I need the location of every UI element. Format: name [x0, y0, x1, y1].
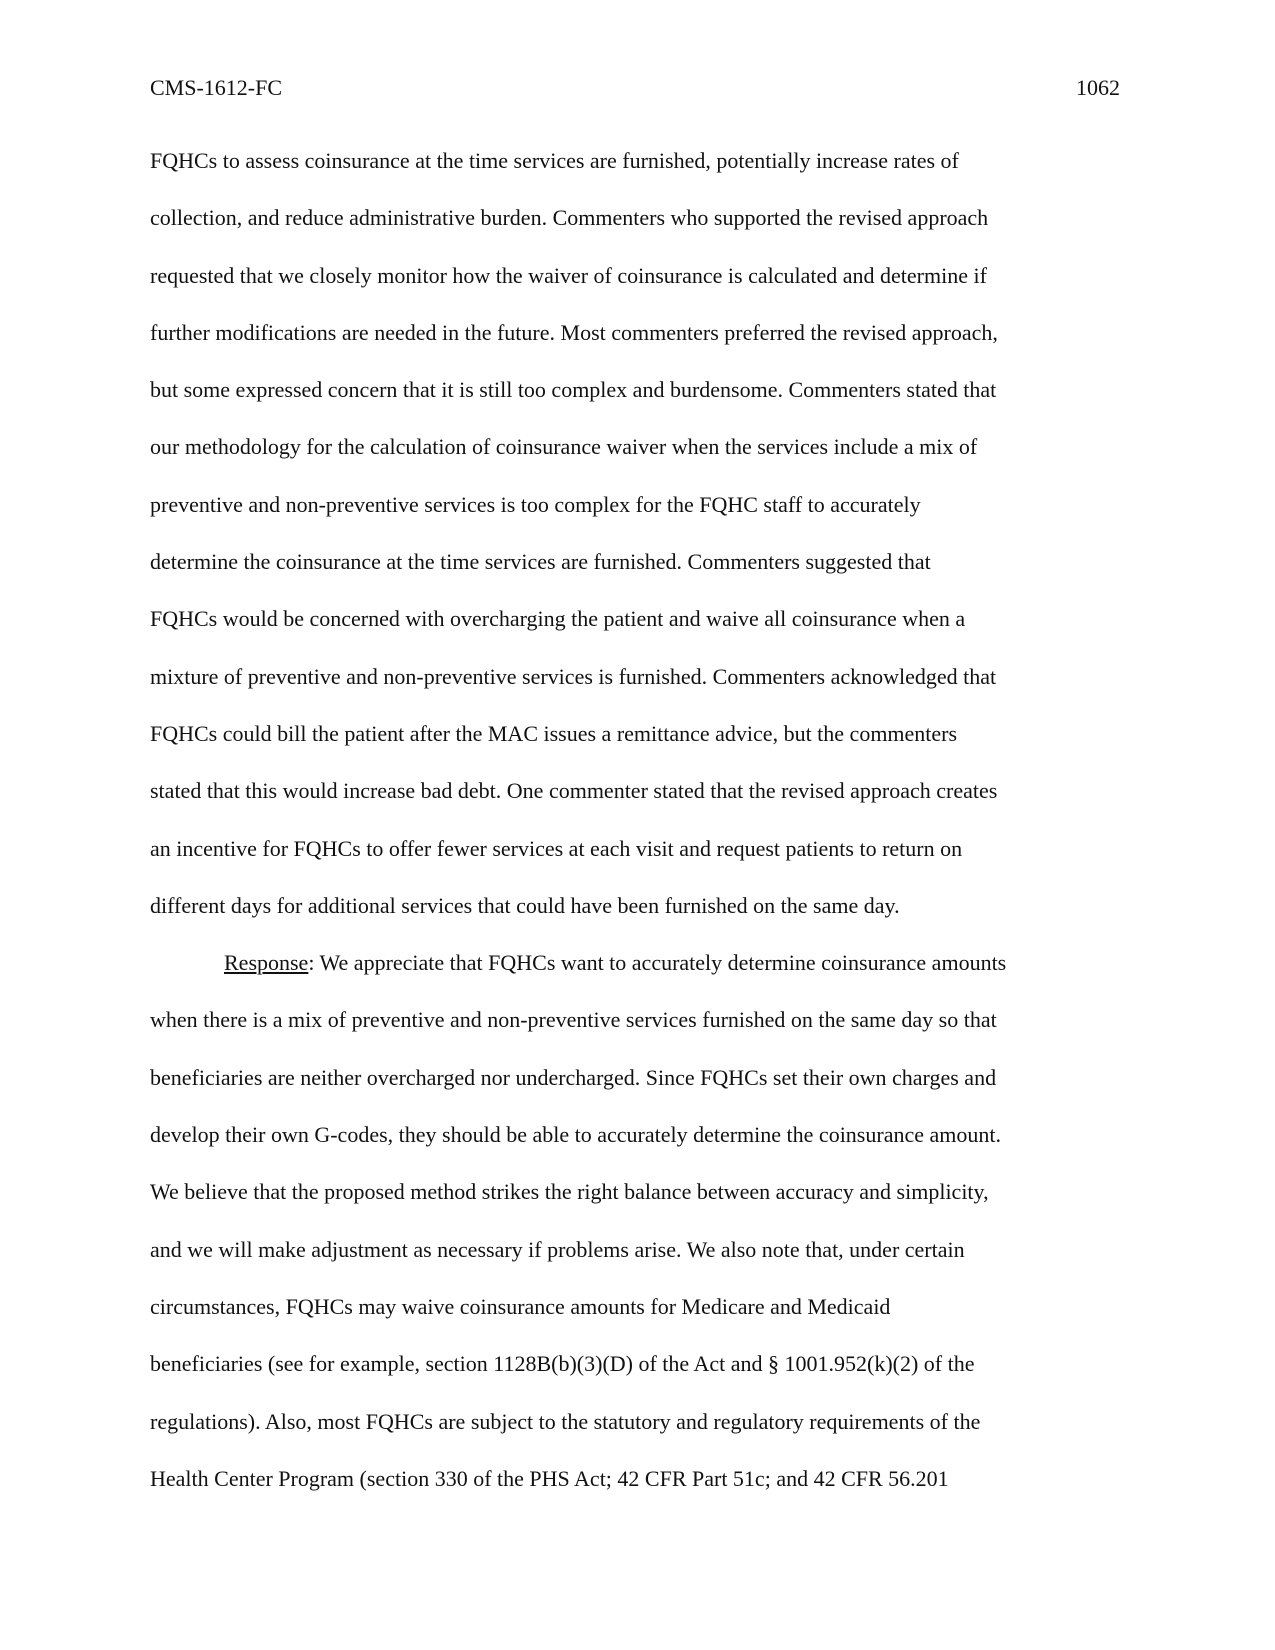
text-line: and we will make adjustment as necessary if problems arise. We also note that, under certain: [150, 1236, 965, 1262]
text-line: further modifications are needed in the future. Most commenters preferred the revised approach,: [150, 319, 998, 345]
text-line: determine the coinsurance at the time services are furnished. Commenters suggested that: [150, 549, 931, 575]
text-line: but some expressed concern that it is still too complex and burdensome. Commenters stated that: [150, 377, 997, 403]
text-line: beneficiaries (see for example, section 1128B(b)(3)(D) of the Act and § 1001.952(k)(2) of the: [150, 1351, 975, 1377]
text-line: We believe that the proposed method strikes the right balance between accuracy and simplicity,: [150, 1179, 989, 1205]
text-line: an incentive for FQHCs to offer fewer services at each visit and request patients to return on: [150, 835, 963, 861]
text-line: Health Center Program (section 330 of the PHS Act; 42 CFR Part 51c; and 42 CFR 56.201: [150, 1465, 949, 1491]
text-line: mixture of preventive and non-preventive services is furnished. Commenters acknowledged that: [150, 663, 997, 689]
document-id: CMS-1612-FC: [150, 75, 283, 100]
text-line: requested that we closely monitor how the waiver of coinsurance is calculated and determine if: [150, 262, 987, 288]
paragraph-response: [150, 947, 1130, 1520]
text-line: FQHCs would be concerned with overcharging the patient and waive all coinsurance when a: [150, 606, 966, 632]
paragraph-comments: [150, 145, 1130, 947]
response-first-line: [150, 947, 1130, 1004]
text-line: FQHCs could bill the patient after the MAC issues a remittance advice, but the commenters: [150, 720, 958, 746]
text-line: develop their own G-codes, they should be able to accurately determine the coinsurance amount.: [150, 1122, 1001, 1148]
text-line: regulations). Also, most FQHCs are subject to the statutory and regulatory requirements of the: [150, 1408, 981, 1434]
text-line: circumstances, FQHCs may waive coinsurance amounts for Medicare and Medicaid: [150, 1293, 891, 1319]
page-header: [150, 72, 1120, 104]
page-number: 1062: [1076, 75, 1120, 100]
response-first-line-text: : We appreciate that FQHCs want to accurately determine coinsurance amounts: [308, 950, 1007, 976]
text-line: collection, and reduce administrative burden. Commenters who supported the revised approach: [150, 205, 989, 231]
text-line: beneficiaries are neither overcharged nor undercharged. Since FQHCs set their own charges and: [150, 1064, 997, 1090]
body-text: [150, 145, 1130, 1520]
text-line: when there is a mix of preventive and non-preventive services furnished on the same day so that: [150, 1007, 997, 1033]
response-label: Response: [224, 950, 309, 976]
text-line: stated that this would increase bad debt. One commenter stated that the revised approach creates: [150, 778, 998, 804]
text-line: preventive and non-preventive services is too complex for the FQHC staff to accurately: [150, 491, 921, 517]
text-line: different days for additional services that could have been furnished on the same day.: [150, 892, 900, 918]
text-line: our methodology for the calculation of coinsurance waiver when the services include a mix of: [150, 434, 978, 460]
text-line: FQHCs to assess coinsurance at the time services are furnished, potentially increase rates of: [150, 148, 959, 173]
